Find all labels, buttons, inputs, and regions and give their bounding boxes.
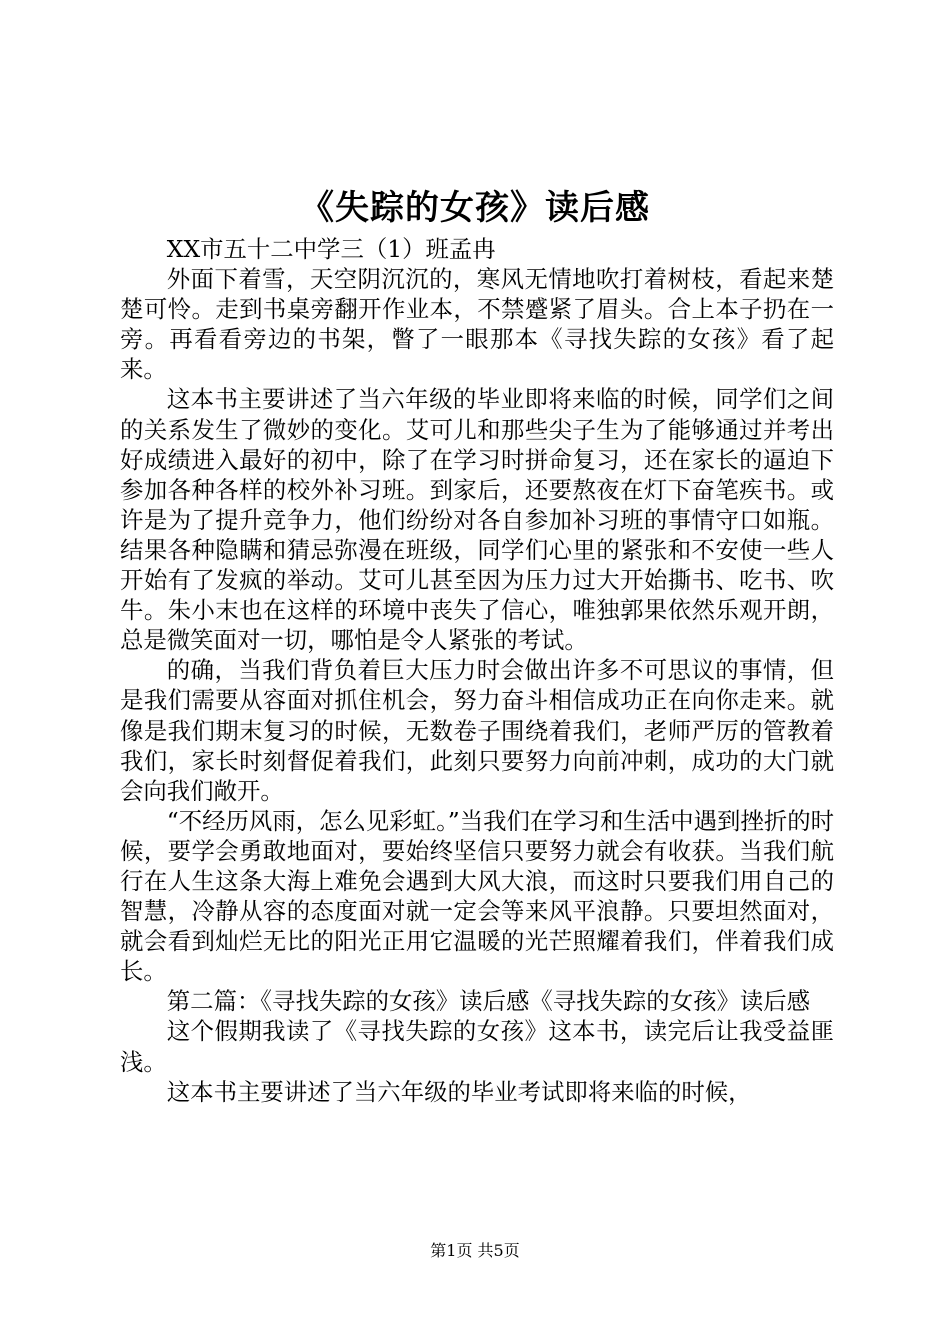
document-body — [120, 234, 834, 1107]
author-line: XX市五十二中学三（1）班孟冉 — [166, 235, 496, 263]
body-paragraph: 这本书主要讲述了当六年级的毕业考试即将来临的时候， — [166, 1077, 752, 1106]
body-paragraph: “不经历风雨，怎么见彩虹。”当我们在学习和生活中遇到挫折的时候，要学会勇敢地面对，要始终坚信只要努力就会有收获。当我们航行在人生这条大海上难免会遇到大风大浪，而这时只要我们用自己的智慧，冷静从容的态度面对就一定会等来风平浪静。只要坦然面对，就会看到灿烂无比的阳光正用它温暖的光芒照耀着我们，伴着我们成长。 — [120, 806, 834, 986]
body-paragraph: 外面下着雪，天空阴沉沉的，寒风无情地吹打着树枝，看起来楚楚可怜。走到书桌旁翻开作业本，不禁蹙紧了眉头。合上本子扔在一旁。再看看旁边的书架，瞥了一眼那本《寻找失踪的女孩》看了起来。 — [120, 265, 834, 384]
body-paragraph: 这个假期我读了《寻找失踪的女孩》这本书，读完后让我受益匪浅。 — [120, 1017, 834, 1076]
page-number-footer: 第1页 共5页 — [430, 1241, 520, 1260]
body-paragraph: 这本书主要讲述了当六年级的毕业即将来临的时候，同学们之间的关系发生了微妙的变化。艾可儿和那些尖子生为了能够通过并考出好成绩进入最好的初中，除了在学习时拼命复习，还在家长的逼迫下参加各种各样的校外补习班。到家后，还要熬夜在灯下奋笔疾书。或许是为了提升竞争力，他们纷纷对各自参加补习班的事情守口如瓶。结果各种隐瞒和猜忌弥漫在班级，同学们心里的紧张和不安使一些人开始有了发疯的举动。艾可儿甚至因为压力过大开始撕书、吃书、吹牛。朱小末也在这样的环境中丧失了信心，唯独郭果依然乐观开朗，总是微笑面对一切，哪怕是令人紧张的考试。 — [120, 385, 834, 655]
section-heading: 第二篇：《寻找失踪的女孩》读后感《寻找失踪的女孩》读后感 — [166, 987, 811, 1016]
document-title: 《失踪的女孩》读后感 — [300, 188, 650, 228]
body-paragraph: 的确，当我们背负着巨大压力时会做出许多不可思议的事情，但是我们需要从容面对抓住机会，努力奋斗相信成功正在向你走来。就像是我们期末复习的时候，无数卷子围绕着我们，老师严厉的管教着我们，家长时刻督促着我们，此刻只要努力向前冲刺，成功的大门就会向我们敞开。 — [120, 656, 834, 805]
